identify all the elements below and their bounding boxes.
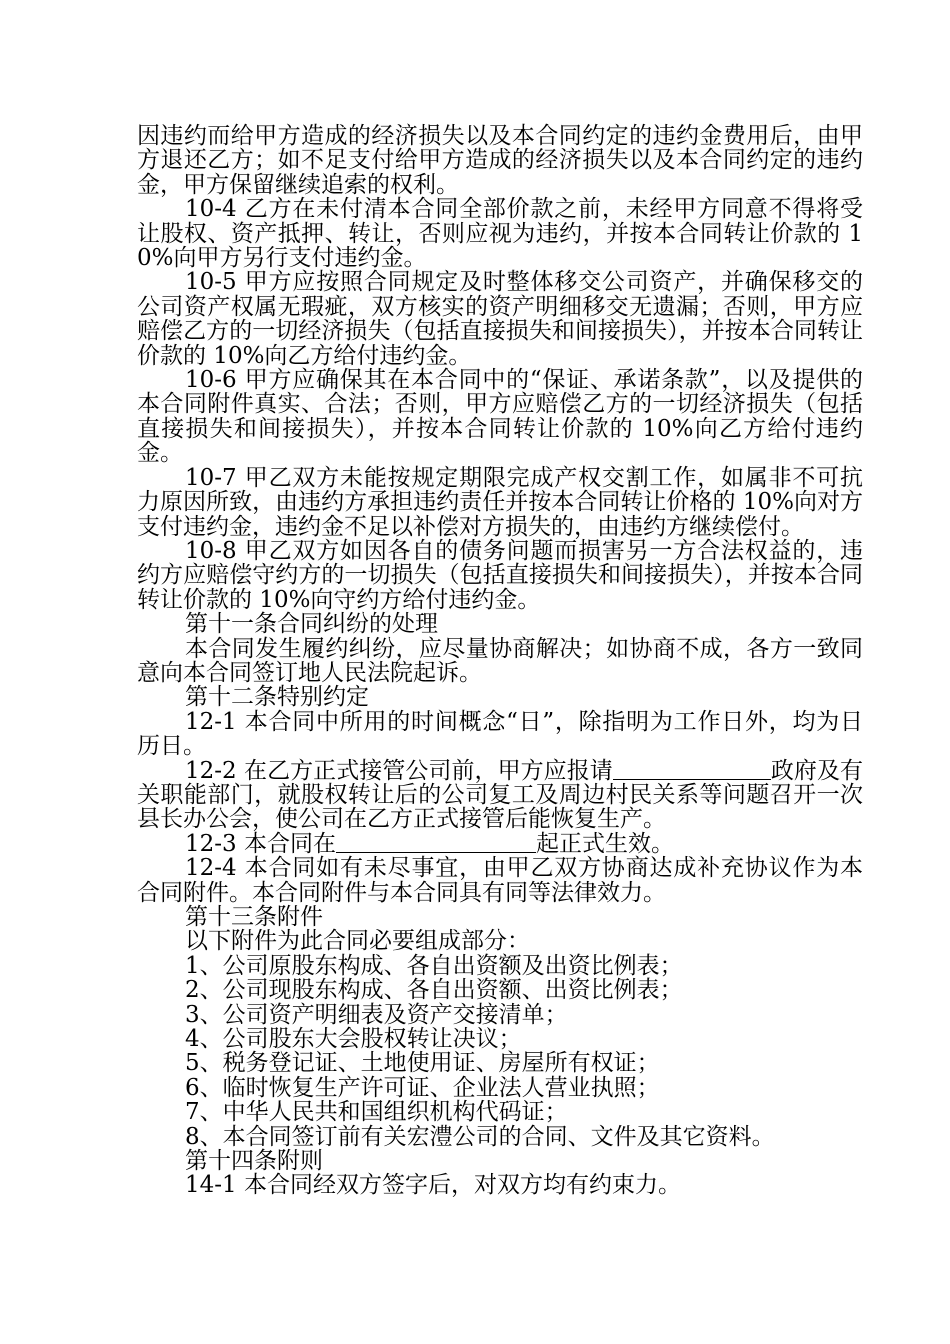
blank-field-effective-date — [336, 832, 536, 853]
attachment-item-4: 4、公司股东大会股权转让决议； — [185, 1026, 522, 1053]
clause-10-5: 10-5 甲方应按照合同规定及时整体移交公司资产，并确保移交的公司资产权属无瑕疵，双方核实的资产明细移交无遗漏；否则，甲方应赔偿乙方的一切经济损失（包括直接损失和间接损失），并按本合同转让价款的 10%向乙方给付违约金。 — [137, 269, 863, 369]
clause-12-3 — [137, 832, 863, 856]
attachment-item-6: 6、临时恢复生产许可证、企业法人营业执照； — [185, 1074, 660, 1101]
attachment-item-3: 3、公司资产明细表及资产交接清单； — [185, 1001, 568, 1028]
clause-12-2-after: 政府及有关职能部门，就股权转让后的公司复工及周边村民关系等问题召开一次县长办公会，使公司在乙方正式接管后能恢复生产。 — [137, 757, 864, 833]
clause-12-1: 12-1 本合同中所用的时间概念“日”，除指明为工作日外，均为日历日。 — [137, 708, 863, 760]
attachment-item-1: 1、公司原股东构成、各自出资额及出资比例表； — [185, 952, 683, 979]
clause-10-6: 10-6 甲方应确保其在本合同中的“保证、承诺条款”，以及提供的本合同附件真实、合法；否则，甲方应赔偿乙方的一切经济损失（包括直接损失和间接损失），并按本合同转让价款的 10%向乙方给付违约金。 — [137, 367, 863, 467]
paragraph-continuation: 因违约而给甲方造成的经济损失以及本合同约定的违约金费用后，由甲方退还乙方；如不足支付给甲方造成的经济损失以及本合同约定的违约金，甲方保留继续追索的权利。 — [137, 123, 863, 198]
section-heading-13: 第十三条附件 — [185, 904, 323, 930]
clause-10-7: 10-7 甲乙双方未能按规定期限完成产权交割工作，如属非不可抗力原因所致，由违约方承担违约责任并按本合同转让价格的 10%向对方支付违约金，违约金不足以补偿对方损失的，由违约方继续偿付。 — [137, 464, 863, 540]
clause-10-4: 10-4 乙方在未付清本合同全部价款之前，未经甲方同意不得将受让股权、资产抵押、转让，否则应视为违约，并按本合同转让价款的 10%向甲方另行支付违约金。 — [137, 196, 863, 272]
attachment-intro: 以下附件为此合同必要组成部分： — [185, 928, 530, 955]
clause-10-8: 10-8 甲乙双方如因各自的债务问题而损害另一方合法权益的，违约方应赔偿守约方的一切损失（包括直接损失和间接损失），并按本合同转让价款的 10%向守约方给付违约金。 — [137, 537, 863, 613]
attachment-item-2: 2、公司现股东构成、各自出资额、出资比例表； — [185, 977, 683, 1004]
section-heading-14: 第十四条附则 — [185, 1148, 323, 1175]
document-page — [137, 124, 863, 1198]
attachment-item-5: 5、税务登记证、土地使用证、房屋所有权证； — [185, 1050, 660, 1077]
attachment-item-7: 7、中华人民共和国组织机构代码证； — [185, 1099, 568, 1126]
clause-12-4: 12-4 本合同如有未尽事宜，由甲乙双方协商达成补充协议作为本合同附件。本合同附件与本合同具有同等法律效力。 — [137, 855, 863, 906]
clause-12-2-before: 12-2 在乙方正式接管公司前，甲方应报请 — [185, 757, 613, 784]
section-heading-12: 第十二条特别约定 — [185, 684, 369, 711]
blank-field-government — [613, 759, 771, 780]
clause-11-body: 本合同发生履约纠纷，应尽量协商解决；如协商不成，各方一致同意向本合同签订地人民法院起诉。 — [137, 635, 863, 686]
clause-14-1: 14-1 本合同经双方签字后，对双方均有约束力。 — [185, 1172, 681, 1199]
clause-12-2 — [137, 759, 863, 832]
clause-12-3-after: 起正式生效。 — [535, 830, 674, 857]
clause-12-3-before: 12-3 本合同在 — [185, 830, 336, 857]
section-heading-11: 第十一条合同纠纷的处理 — [185, 611, 438, 638]
attachment-item-8: 8、本合同签订前有关宏澧公司的合同、文件及其它资料。 — [185, 1123, 775, 1150]
